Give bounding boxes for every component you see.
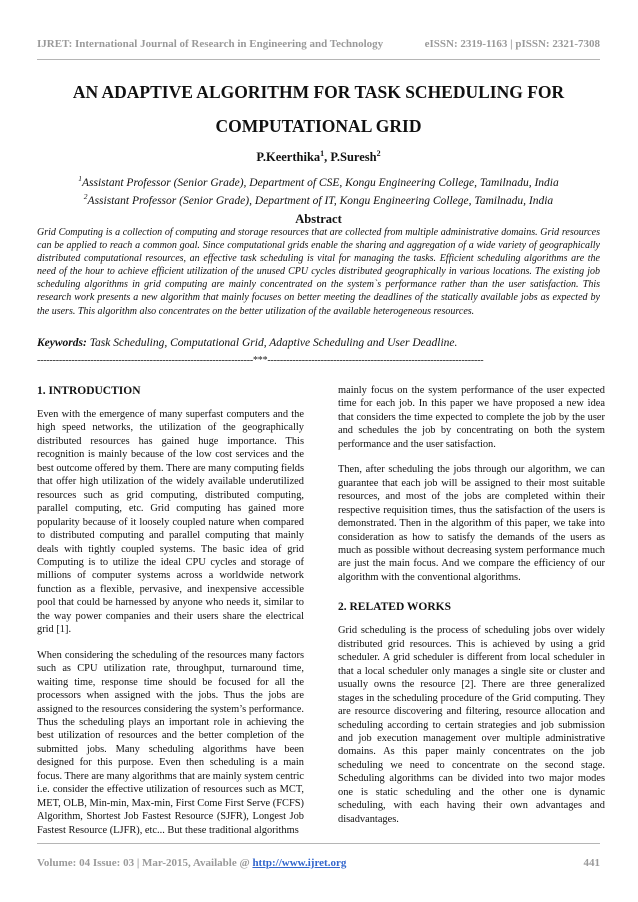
abstract-heading: Abstract	[295, 212, 342, 226]
issn-text: eISSN: 2319-1163 | pISSN: 2321-7308	[424, 38, 600, 50]
affil-1-sup: 1	[78, 174, 83, 183]
author-1-sup: 1	[320, 149, 325, 158]
author-2: P.Suresh	[330, 150, 377, 165]
intro-paragraph-2: When considering the scheduling of the resources many factors such as CPU utilization rate, throughput, turnaround time, waiting time, response time should be focused for all the processors when assigned with the jobs. Thus the jobs are assigned to the resources considering the system’s performance. Thus the scheduling plays an important role in achieving the best utilization of resources and the better completion of the submitted jobs. Many scheduling algorithms have been designed for this purpose. Even then scheduling is a main focus. There are many algorithms that are mainly system centric i.e. consider the effective utilization of resources such as MCT, MET, OLB, Min-min, Max-min, First Come First Serve (FCFS) Algorithm, Shortest Job Fastest Resource (SJFR), Longest Job Fastest Resource (LJFR), etc... But these traditional algorithms	[37, 649, 304, 836]
journal-name: IJRET: International Journal of Research in Engineering and Technology	[37, 38, 384, 50]
keywords	[37, 337, 600, 349]
intro-paragraph-1: Even with the emergence of many superfast computers and the high speed networks, the utilization of the geographically distributed resources has gained huge importance. This recognition is mainly because of the low cost services and the best outcome offered by them. There are many computing fields that offer high utilization of the widely available underutilized resources such as grid computing, distributed computing, parallel computing, etc. Grid computing has gained more popularity because of it loosely coupled nature when compared to distributed computing and parallel computing that mainly deals with tightly coupled systems. The basic idea of grid Computing is to utilize the ideal CPU cycles and storage of millions of computer systems across a worldwide network function as a flexible, pervasive, and inexpensive accessible pool that could be harnessed by anyone who needs it, similar to the way power companies and their users share the electrical grid [1].	[37, 409, 304, 636]
authors	[37, 149, 600, 165]
running-footer	[37, 857, 600, 869]
volume-info	[37, 857, 346, 869]
footer-rule	[37, 843, 600, 844]
related-works-heading: 2. RELATED WORKS	[338, 601, 452, 614]
journal-link[interactable]: http://www.ijret.org	[252, 857, 347, 869]
title-line-1: AN ADAPTIVE ALGORITHM FOR TASK SCHEDULING FOR	[72, 82, 565, 102]
author-separator: ,	[324, 150, 331, 165]
section-separator: ---------------------------------------------------------------------***---------------------------------------------------------------------	[37, 355, 484, 366]
affiliation-2: Assistant Professor (Senior Grade), Department of IT, Kongu Engineering College, Tamilnadu, India	[87, 194, 554, 207]
page-number: 441	[583, 857, 600, 869]
title-line-2: COMPUTATIONAL GRID	[215, 116, 422, 136]
keywords-text: Task Scheduling, Computational Grid, Adaptive Scheduling and User Deadline.	[86, 337, 458, 349]
affiliations	[37, 172, 600, 208]
keywords-label: Keywords:	[37, 337, 87, 349]
volume-text: Volume: 04 Issue: 03 | Mar-2015, Available @	[37, 857, 253, 869]
left-column	[37, 384, 304, 849]
author-2-sup: 2	[376, 149, 381, 158]
abstract-text: Grid Computing is a collection of computing and storage resources that are collected from multiple administrative domains. Grid resources can be applied to reach a common goal. Since computational grids enable the sharing and aggregation of a wide variety of geographically distributed computational resources, an effective task scheduling is vital for managing the tasks. Efficient scheduling algorithms are the need of the hour to achieve efficient utilization of the unused CPU cycles distributed geographically in various locations. The existing job scheduling algorithms in grid computing are mainly concentrated on the system`s performance rather than the user satisfaction. This research work presents a new algorithm that mainly focuses on better meeting the deadlines of the statically available jobs as expected by the users. This algorithm also concentrates on the better utilization of the available heterogeneous resources.	[37, 227, 600, 317]
intro-paragraph-4: Then, after scheduling the jobs through our algorithm, we can guarantee that each job will be assigned to their most suitable resources, and most of the jobs are completed within their respective requisition times, thus the satisfaction of the users is demonstrated. Then in the algorithm of this paper, we take into consideration as how to satisfy the demands of the users as much as possible without decreasing system performance much are just the main focus. And we compare the efficiency of our algorithm with the conventional algorithms.	[338, 464, 605, 583]
intro-paragraph-3: mainly focus on the system performance of the user expected time for each job. In this paper we have proposed a new idea that considers the time expected to complete the job by the user and schedules the job by concentrating on both the system performance and the user satisfaction.	[338, 385, 605, 450]
paper-title	[37, 75, 600, 143]
affiliation-1: Assistant Professor (Senior Grade), Department of CSE, Kongu Engineering College, Tamilnadu, India	[82, 176, 559, 189]
running-header	[37, 38, 600, 50]
related-works-paragraph: Grid scheduling is the process of scheduling jobs over widely distributed grid resources. This is achieved by using a grid scheduler. A grid scheduler is different from local scheduler in that a local scheduler only manages a single site or cluster and usually owns the resource [2]. There are three generalized stages in the scheduling procedure of the Grid computing. They are resource discovering and filtering, resource allocation and scheduling according to certain strategies and job submission and job execution management over multiple administrative domains. As this paper mainly concentrates on the job scheduling we need to concentrate on the second stage. Scheduling algorithms can be divided into two major modes one is static scheduling and the other one is dynamic scheduling, with each having their own advantages and disadvantages.	[338, 625, 605, 825]
header-rule	[37, 59, 600, 60]
affil-2-sup: 2	[83, 191, 88, 201]
introduction-heading: 1. INTRODUCTION	[37, 385, 141, 397]
right-column	[338, 384, 605, 838]
author-1: P.Keerthika	[256, 150, 321, 165]
